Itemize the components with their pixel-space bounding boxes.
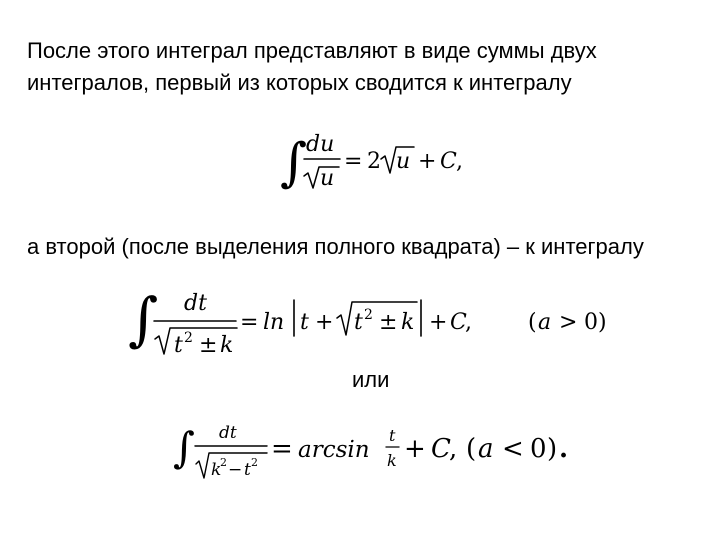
f1-integral-sign: ∫: [280, 133, 308, 193]
formula-3: [173, 423, 568, 480]
f1-rhs-radicand: u: [396, 149, 411, 174]
f3-frac-numerator: t: [389, 426, 396, 445]
f1-constant: C: [440, 149, 457, 174]
f2-abs-rad-k: k: [401, 310, 415, 335]
f2-abs-t: t: [300, 310, 309, 335]
f3-cond-less: <: [502, 434, 524, 464]
f3-den-t-exponent: 2: [251, 456, 258, 469]
f3-cond-a: a: [478, 434, 494, 464]
f2-cond-close-paren: ): [598, 310, 607, 335]
f2-comma: ,: [465, 310, 472, 335]
f3-numerator: dt: [219, 423, 237, 443]
f2-abs-rad-exponent: 2: [364, 307, 373, 323]
f3-cond-zero: 0: [530, 434, 547, 464]
f1-comma: ,: [456, 149, 463, 174]
f2-den-t: t: [174, 333, 183, 358]
f2-abs-rad-plusminus: ±: [379, 310, 398, 335]
formula-2: [128, 285, 607, 358]
f1-numerator: du: [306, 132, 335, 157]
paragraph-line-1: После этого интеграл представляют в виде суммы двух: [27, 38, 597, 63]
f3-arcsin: arcsin: [298, 437, 370, 463]
f3-equals: =: [271, 434, 293, 464]
paragraph-line-2: интегралов, первый из которых сводится к интегралу: [27, 70, 572, 95]
f3-den-minus: −: [228, 460, 243, 480]
or-word: или: [352, 367, 390, 392]
f3-constant: C: [431, 434, 451, 464]
f1-coefficient: 2: [367, 149, 381, 174]
f3-plus: +: [404, 434, 426, 464]
f2-plus: +: [429, 310, 448, 335]
f2-constant: C: [450, 310, 467, 335]
f3-cond-close-paren: ): [547, 434, 558, 464]
f2-integral-sign: ∫: [128, 285, 159, 353]
f2-cond-a: a: [538, 310, 552, 335]
f3-comma: ,: [449, 434, 458, 464]
f2-den-plusminus: ±: [199, 333, 218, 358]
f3-den-t: t: [244, 460, 251, 480]
f2-equals: =: [240, 310, 259, 335]
f3-cond-open-paren: (: [466, 434, 477, 464]
f3-den-k: k: [211, 460, 222, 480]
f2-ln: ln: [263, 310, 285, 335]
f3-den-k-exponent: 2: [220, 456, 227, 469]
f2-den-k: k: [220, 333, 234, 358]
f1-den-radicand: u: [320, 166, 335, 191]
f3-frac-denominator: k: [387, 451, 397, 470]
paragraph-line-3: а второй (после выделения полного квадрата) – к интегралу: [27, 234, 644, 259]
f3-period: .: [559, 434, 569, 464]
f1-plus: +: [418, 149, 437, 174]
f2-den-exponent: 2: [184, 330, 193, 346]
formula-1: [280, 132, 463, 193]
f2-abs-rad-t: t: [354, 310, 363, 335]
f3-integral-sign: ∫: [173, 423, 195, 472]
f2-abs-plus: +: [315, 310, 334, 335]
f2-numerator: dt: [184, 291, 207, 316]
f1-equals: =: [344, 149, 363, 174]
f2-cond-zero: 0: [584, 310, 598, 335]
f2-cond-open-paren: (: [528, 310, 537, 335]
f2-cond-greater: >: [559, 310, 578, 335]
